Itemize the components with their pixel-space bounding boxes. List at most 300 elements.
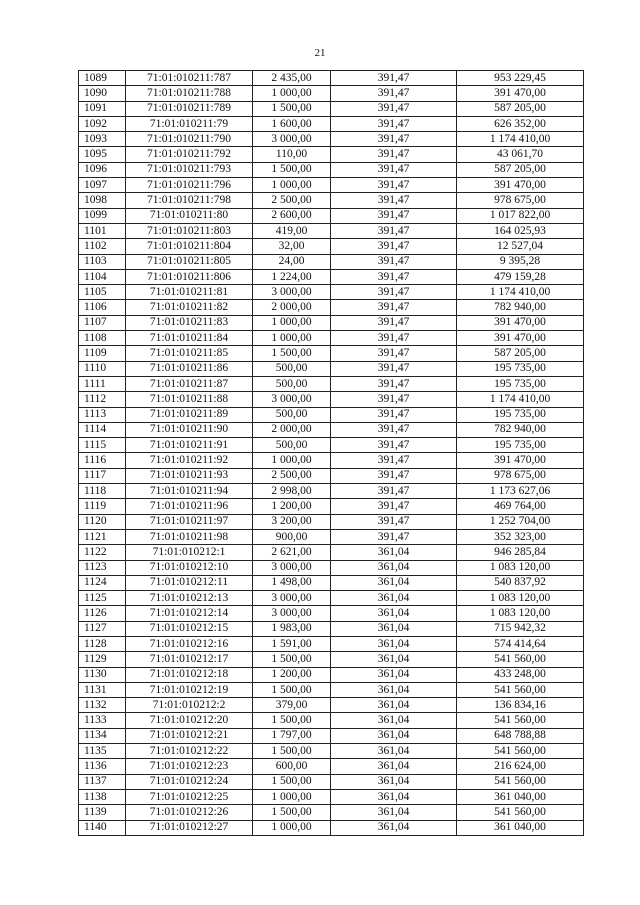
cadastral-value-cell: 1 083 120,00 <box>457 591 584 606</box>
cadastral-number-cell: 71:01:010212:1 <box>126 545 253 560</box>
row-number-cell: 1137 <box>79 774 126 789</box>
cadastral-number-cell: 71:01:010211:803 <box>126 223 253 238</box>
row-number-cell: 1107 <box>79 315 126 330</box>
table-row <box>79 300 584 315</box>
area-cell: 110,00 <box>253 147 331 162</box>
specific-value-cell: 361,04 <box>331 744 457 759</box>
specific-value-cell: 361,04 <box>331 591 457 606</box>
cadastral-value-cell: 541 560,00 <box>457 682 584 697</box>
specific-value-cell: 391,47 <box>331 162 457 177</box>
row-number-cell: 1105 <box>79 285 126 300</box>
area-cell: 1 498,00 <box>253 575 331 590</box>
cadastral-number-cell: 71:01:010211:81 <box>126 285 253 300</box>
cadastral-number-cell: 71:01:010212:14 <box>126 606 253 621</box>
cadastral-value-cell: 469 764,00 <box>457 499 584 514</box>
table-row <box>79 514 584 529</box>
row-number-cell: 1135 <box>79 744 126 759</box>
area-cell: 1 500,00 <box>253 101 331 116</box>
row-number-cell: 1130 <box>79 667 126 682</box>
specific-value-cell: 361,04 <box>331 636 457 651</box>
cadastral-number-cell: 71:01:010212:11 <box>126 575 253 590</box>
area-cell: 1 500,00 <box>253 713 331 728</box>
cadastral-value-cell: 1 083 120,00 <box>457 606 584 621</box>
row-number-cell: 1115 <box>79 438 126 453</box>
cadastral-value-cell: 1 174 410,00 <box>457 132 584 147</box>
cadastral-number-cell: 71:01:010211:89 <box>126 407 253 422</box>
row-number-cell: 1118 <box>79 484 126 499</box>
cadastral-number-cell: 71:01:010211:787 <box>126 71 253 86</box>
area-cell: 379,00 <box>253 698 331 713</box>
row-number-cell: 1138 <box>79 789 126 804</box>
cadastral-number-cell: 71:01:010211:85 <box>126 346 253 361</box>
specific-value-cell: 361,04 <box>331 621 457 636</box>
cadastral-value-cell: 782 940,00 <box>457 300 584 315</box>
area-cell: 2 000,00 <box>253 422 331 437</box>
area-cell: 1 224,00 <box>253 269 331 284</box>
cadastral-value-cell: 574 414,64 <box>457 636 584 651</box>
row-number-cell: 1140 <box>79 820 126 835</box>
cadastral-number-cell: 71:01:010211:86 <box>126 361 253 376</box>
table-row <box>79 591 584 606</box>
specific-value-cell: 361,04 <box>331 545 457 560</box>
specific-value-cell: 361,04 <box>331 759 457 774</box>
area-cell: 1 500,00 <box>253 682 331 697</box>
row-number-cell: 1123 <box>79 560 126 575</box>
table-row <box>79 759 584 774</box>
table-row <box>79 805 584 820</box>
cadastral-number-cell: 71:01:010212:16 <box>126 636 253 651</box>
cadastral-value-cell: 216 624,00 <box>457 759 584 774</box>
cadastral-value-cell: 1 017 822,00 <box>457 208 584 223</box>
cadastral-number-cell: 71:01:010211:84 <box>126 331 253 346</box>
table-row <box>79 499 584 514</box>
area-cell: 1 000,00 <box>253 178 331 193</box>
row-number-cell: 1114 <box>79 422 126 437</box>
cadastral-number-cell: 71:01:010211:98 <box>126 529 253 544</box>
cadastral-number-cell: 71:01:010211:96 <box>126 499 253 514</box>
specific-value-cell: 361,04 <box>331 652 457 667</box>
table-row <box>79 376 584 391</box>
cadastral-number-cell: 71:01:010211:792 <box>126 147 253 162</box>
area-cell: 1 000,00 <box>253 331 331 346</box>
cadastral-number-cell: 71:01:010211:79 <box>126 116 253 131</box>
table-row <box>79 162 584 177</box>
specific-value-cell: 391,47 <box>331 254 457 269</box>
row-number-cell: 1121 <box>79 529 126 544</box>
cadastral-value-cell: 361 040,00 <box>457 820 584 835</box>
table-row <box>79 86 584 101</box>
area-cell: 3 000,00 <box>253 560 331 575</box>
cadastral-number-cell: 71:01:010211:806 <box>126 269 253 284</box>
row-number-cell: 1099 <box>79 208 126 223</box>
area-cell: 1 500,00 <box>253 162 331 177</box>
table-row <box>79 682 584 697</box>
table-row <box>79 331 584 346</box>
cadastral-number-cell: 71:01:010211:88 <box>126 392 253 407</box>
cadastral-value-cell: 715 942,32 <box>457 621 584 636</box>
cadastral-value-cell: 12 527,04 <box>457 239 584 254</box>
table-row <box>79 193 584 208</box>
cadastral-number-cell: 71:01:010211:87 <box>126 376 253 391</box>
cadastral-value-cell: 946 285,84 <box>457 545 584 560</box>
area-cell: 1 591,00 <box>253 636 331 651</box>
table-row <box>79 545 584 560</box>
row-number-cell: 1126 <box>79 606 126 621</box>
area-cell: 1 600,00 <box>253 116 331 131</box>
row-number-cell: 1110 <box>79 361 126 376</box>
table-row <box>79 789 584 804</box>
area-cell: 1 200,00 <box>253 667 331 682</box>
table-row <box>79 407 584 422</box>
row-number-cell: 1131 <box>79 682 126 697</box>
area-cell: 3 000,00 <box>253 132 331 147</box>
cadastral-number-cell: 71:01:010211:798 <box>126 193 253 208</box>
specific-value-cell: 391,47 <box>331 71 457 86</box>
cadastral-value-cell: 1 174 410,00 <box>457 392 584 407</box>
cadastral-number-cell: 71:01:010212:21 <box>126 728 253 743</box>
cadastral-value-cell: 1 174 410,00 <box>457 285 584 300</box>
table-row <box>79 285 584 300</box>
cadastral-number-cell: 71:01:010211:90 <box>126 422 253 437</box>
cadastral-number-cell: 71:01:010211:789 <box>126 101 253 116</box>
cadastral-value-cell: 136 834,16 <box>457 698 584 713</box>
table-row <box>79 575 584 590</box>
row-number-cell: 1134 <box>79 728 126 743</box>
cadastral-number-cell: 71:01:010211:82 <box>126 300 253 315</box>
cadastral-value-cell: 195 735,00 <box>457 407 584 422</box>
row-number-cell: 1091 <box>79 101 126 116</box>
row-number-cell: 1102 <box>79 239 126 254</box>
cadastral-value-cell: 587 205,00 <box>457 346 584 361</box>
cadastral-value-cell: 626 352,00 <box>457 116 584 131</box>
row-number-cell: 1124 <box>79 575 126 590</box>
cadastral-value-cell: 648 788,88 <box>457 728 584 743</box>
table-row <box>79 698 584 713</box>
specific-value-cell: 391,47 <box>331 269 457 284</box>
area-cell: 2 000,00 <box>253 300 331 315</box>
table-row <box>79 269 584 284</box>
area-cell: 1 500,00 <box>253 652 331 667</box>
table-row <box>79 621 584 636</box>
table-row <box>79 636 584 651</box>
row-number-cell: 1095 <box>79 147 126 162</box>
specific-value-cell: 391,47 <box>331 315 457 330</box>
row-number-cell: 1112 <box>79 392 126 407</box>
area-cell: 600,00 <box>253 759 331 774</box>
area-cell: 1 500,00 <box>253 774 331 789</box>
row-number-cell: 1120 <box>79 514 126 529</box>
specific-value-cell: 361,04 <box>331 774 457 789</box>
area-cell: 1 000,00 <box>253 789 331 804</box>
specific-value-cell: 391,47 <box>331 300 457 315</box>
row-number-cell: 1139 <box>79 805 126 820</box>
row-number-cell: 1127 <box>79 621 126 636</box>
specific-value-cell: 391,47 <box>331 101 457 116</box>
specific-value-cell: 391,47 <box>331 453 457 468</box>
cadastral-number-cell: 71:01:010211:805 <box>126 254 253 269</box>
row-number-cell: 1132 <box>79 698 126 713</box>
row-number-cell: 1117 <box>79 468 126 483</box>
row-number-cell: 1128 <box>79 636 126 651</box>
table-row <box>79 346 584 361</box>
cadastral-value-cell: 391 470,00 <box>457 178 584 193</box>
row-number-cell: 1108 <box>79 331 126 346</box>
cadastral-value-cell: 195 735,00 <box>457 438 584 453</box>
specific-value-cell: 391,47 <box>331 331 457 346</box>
specific-value-cell: 391,47 <box>331 468 457 483</box>
cadastral-number-cell: 71:01:010212:22 <box>126 744 253 759</box>
specific-value-cell: 361,04 <box>331 789 457 804</box>
table-row <box>79 392 584 407</box>
specific-value-cell: 391,47 <box>331 223 457 238</box>
area-cell: 500,00 <box>253 376 331 391</box>
table-row <box>79 820 584 835</box>
table-row <box>79 652 584 667</box>
cadastral-number-cell: 71:01:010212:15 <box>126 621 253 636</box>
area-cell: 1 983,00 <box>253 621 331 636</box>
area-cell: 3 000,00 <box>253 285 331 300</box>
row-number-cell: 1098 <box>79 193 126 208</box>
cadastral-value-cell: 391 470,00 <box>457 86 584 101</box>
row-number-cell: 1106 <box>79 300 126 315</box>
cadastral-value-cell: 587 205,00 <box>457 162 584 177</box>
area-cell: 2 998,00 <box>253 484 331 499</box>
area-cell: 1 000,00 <box>253 86 331 101</box>
specific-value-cell: 391,47 <box>331 422 457 437</box>
cadastral-number-cell: 71:01:010212:2 <box>126 698 253 713</box>
specific-value-cell: 391,47 <box>331 86 457 101</box>
specific-value-cell: 391,47 <box>331 361 457 376</box>
specific-value-cell: 391,47 <box>331 178 457 193</box>
cadastral-value-cell: 1 252 704,00 <box>457 514 584 529</box>
cadastral-value-table <box>78 70 584 836</box>
cadastral-number-cell: 71:01:010211:97 <box>126 514 253 529</box>
area-cell: 1 500,00 <box>253 744 331 759</box>
cadastral-value-cell: 541 560,00 <box>457 713 584 728</box>
cadastral-value-cell: 541 560,00 <box>457 652 584 667</box>
specific-value-cell: 391,47 <box>331 392 457 407</box>
cadastral-number-cell: 71:01:010211:91 <box>126 438 253 453</box>
cadastral-number-cell: 71:01:010212:24 <box>126 774 253 789</box>
row-number-cell: 1133 <box>79 713 126 728</box>
cadastral-number-cell: 71:01:010212:20 <box>126 713 253 728</box>
area-cell: 32,00 <box>253 239 331 254</box>
cadastral-value-cell: 195 735,00 <box>457 376 584 391</box>
cadastral-number-cell: 71:01:010212:27 <box>126 820 253 835</box>
cadastral-number-cell: 71:01:010211:790 <box>126 132 253 147</box>
table-row <box>79 560 584 575</box>
table-row <box>79 361 584 376</box>
table-row <box>79 101 584 116</box>
specific-value-cell: 391,47 <box>331 438 457 453</box>
area-cell: 1 500,00 <box>253 346 331 361</box>
area-cell: 2 500,00 <box>253 193 331 208</box>
cadastral-number-cell: 71:01:010212:23 <box>126 759 253 774</box>
cadastral-value-cell: 540 837,92 <box>457 575 584 590</box>
table-row <box>79 132 584 147</box>
row-number-cell: 1090 <box>79 86 126 101</box>
area-cell: 1 000,00 <box>253 453 331 468</box>
cadastral-number-cell: 71:01:010211:793 <box>126 162 253 177</box>
specific-value-cell: 391,47 <box>331 285 457 300</box>
specific-value-cell: 391,47 <box>331 529 457 544</box>
row-number-cell: 1129 <box>79 652 126 667</box>
row-number-cell: 1092 <box>79 116 126 131</box>
row-number-cell: 1101 <box>79 223 126 238</box>
table-row <box>79 422 584 437</box>
cadastral-number-cell: 71:01:010212:17 <box>126 652 253 667</box>
area-cell: 24,00 <box>253 254 331 269</box>
specific-value-cell: 361,04 <box>331 805 457 820</box>
row-number-cell: 1111 <box>79 376 126 391</box>
cadastral-value-cell: 782 940,00 <box>457 422 584 437</box>
row-number-cell: 1122 <box>79 545 126 560</box>
cadastral-value-cell: 1 083 120,00 <box>457 560 584 575</box>
table-body <box>79 71 584 836</box>
page-number: 21 <box>314 47 326 59</box>
cadastral-number-cell: 71:01:010211:796 <box>126 178 253 193</box>
row-number-cell: 1104 <box>79 269 126 284</box>
specific-value-cell: 361,04 <box>331 820 457 835</box>
cadastral-value-cell: 43 061,70 <box>457 147 584 162</box>
cadastral-value-cell: 391 470,00 <box>457 331 584 346</box>
specific-value-cell: 391,47 <box>331 376 457 391</box>
cadastral-value-cell: 9 395,28 <box>457 254 584 269</box>
area-cell: 1 000,00 <box>253 315 331 330</box>
cadastral-value-cell: 391 470,00 <box>457 453 584 468</box>
row-number-cell: 1116 <box>79 453 126 468</box>
table-row <box>79 744 584 759</box>
table-row <box>79 116 584 131</box>
cadastral-number-cell: 71:01:010212:19 <box>126 682 253 697</box>
cadastral-number-cell: 71:01:010211:94 <box>126 484 253 499</box>
cadastral-number-cell: 71:01:010212:10 <box>126 560 253 575</box>
cadastral-number-cell: 71:01:010211:788 <box>126 86 253 101</box>
area-cell: 3 000,00 <box>253 606 331 621</box>
cadastral-value-cell: 541 560,00 <box>457 774 584 789</box>
cadastral-value-cell: 978 675,00 <box>457 468 584 483</box>
cadastral-value-cell: 479 159,28 <box>457 269 584 284</box>
specific-value-cell: 391,47 <box>331 193 457 208</box>
cadastral-value-cell: 978 675,00 <box>457 193 584 208</box>
area-cell: 500,00 <box>253 438 331 453</box>
area-cell: 2 621,00 <box>253 545 331 560</box>
table-row <box>79 438 584 453</box>
specific-value-cell: 361,04 <box>331 606 457 621</box>
cadastral-value-cell: 391 470,00 <box>457 315 584 330</box>
row-number-cell: 1136 <box>79 759 126 774</box>
specific-value-cell: 361,04 <box>331 682 457 697</box>
table-row <box>79 728 584 743</box>
specific-value-cell: 361,04 <box>331 560 457 575</box>
specific-value-cell: 391,47 <box>331 407 457 422</box>
table-row <box>79 254 584 269</box>
table-row <box>79 239 584 254</box>
area-cell: 500,00 <box>253 361 331 376</box>
table-row <box>79 713 584 728</box>
specific-value-cell: 391,47 <box>331 116 457 131</box>
area-cell: 500,00 <box>253 407 331 422</box>
specific-value-cell: 391,47 <box>331 239 457 254</box>
specific-value-cell: 361,04 <box>331 728 457 743</box>
specific-value-cell: 361,04 <box>331 575 457 590</box>
table-row <box>79 484 584 499</box>
area-cell: 2 600,00 <box>253 208 331 223</box>
table-row <box>79 147 584 162</box>
row-number-cell: 1125 <box>79 591 126 606</box>
area-cell: 1 200,00 <box>253 499 331 514</box>
area-cell: 3 200,00 <box>253 514 331 529</box>
specific-value-cell: 391,47 <box>331 514 457 529</box>
cadastral-value-cell: 195 735,00 <box>457 361 584 376</box>
specific-value-cell: 391,47 <box>331 208 457 223</box>
specific-value-cell: 361,04 <box>331 698 457 713</box>
row-number-cell: 1119 <box>79 499 126 514</box>
area-cell: 3 000,00 <box>253 591 331 606</box>
area-cell: 3 000,00 <box>253 392 331 407</box>
area-cell: 419,00 <box>253 223 331 238</box>
specific-value-cell: 391,47 <box>331 147 457 162</box>
table-row <box>79 71 584 86</box>
specific-value-cell: 391,47 <box>331 499 457 514</box>
table-row <box>79 606 584 621</box>
table-row <box>79 774 584 789</box>
specific-value-cell: 361,04 <box>331 667 457 682</box>
table-row <box>79 223 584 238</box>
cadastral-value-cell: 361 040,00 <box>457 789 584 804</box>
area-cell: 2 500,00 <box>253 468 331 483</box>
specific-value-cell: 361,04 <box>331 713 457 728</box>
area-cell: 1 000,00 <box>253 820 331 835</box>
specific-value-cell: 391,47 <box>331 484 457 499</box>
cadastral-value-cell: 541 560,00 <box>457 744 584 759</box>
row-number-cell: 1097 <box>79 178 126 193</box>
cadastral-value-cell: 433 248,00 <box>457 667 584 682</box>
cadastral-value-cell: 1 173 627,06 <box>457 484 584 499</box>
cadastral-value-cell: 953 229,45 <box>457 71 584 86</box>
area-cell: 1 500,00 <box>253 805 331 820</box>
area-cell: 1 797,00 <box>253 728 331 743</box>
cadastral-number-cell: 71:01:010211:83 <box>126 315 253 330</box>
table-row <box>79 453 584 468</box>
cadastral-value-cell: 352 323,00 <box>457 529 584 544</box>
table-row <box>79 208 584 223</box>
row-number-cell: 1109 <box>79 346 126 361</box>
cadastral-number-cell: 71:01:010212:13 <box>126 591 253 606</box>
row-number-cell: 1113 <box>79 407 126 422</box>
cadastral-number-cell: 71:01:010212:26 <box>126 805 253 820</box>
table-row <box>79 178 584 193</box>
row-number-cell: 1096 <box>79 162 126 177</box>
table-row <box>79 468 584 483</box>
table-row <box>79 529 584 544</box>
cadastral-value-cell: 164 025,93 <box>457 223 584 238</box>
table-row <box>79 315 584 330</box>
cadastral-number-cell: 71:01:010211:80 <box>126 208 253 223</box>
table-row <box>79 667 584 682</box>
row-number-cell: 1089 <box>79 71 126 86</box>
cadastral-number-cell: 71:01:010212:18 <box>126 667 253 682</box>
area-cell: 900,00 <box>253 529 331 544</box>
cadastral-value-cell: 587 205,00 <box>457 101 584 116</box>
cadastral-value-cell: 541 560,00 <box>457 805 584 820</box>
row-number-cell: 1093 <box>79 132 126 147</box>
cadastral-number-cell: 71:01:010211:804 <box>126 239 253 254</box>
cadastral-number-cell: 71:01:010211:93 <box>126 468 253 483</box>
area-cell: 2 435,00 <box>253 71 331 86</box>
cadastral-number-cell: 71:01:010212:25 <box>126 789 253 804</box>
cadastral-number-cell: 71:01:010211:92 <box>126 453 253 468</box>
